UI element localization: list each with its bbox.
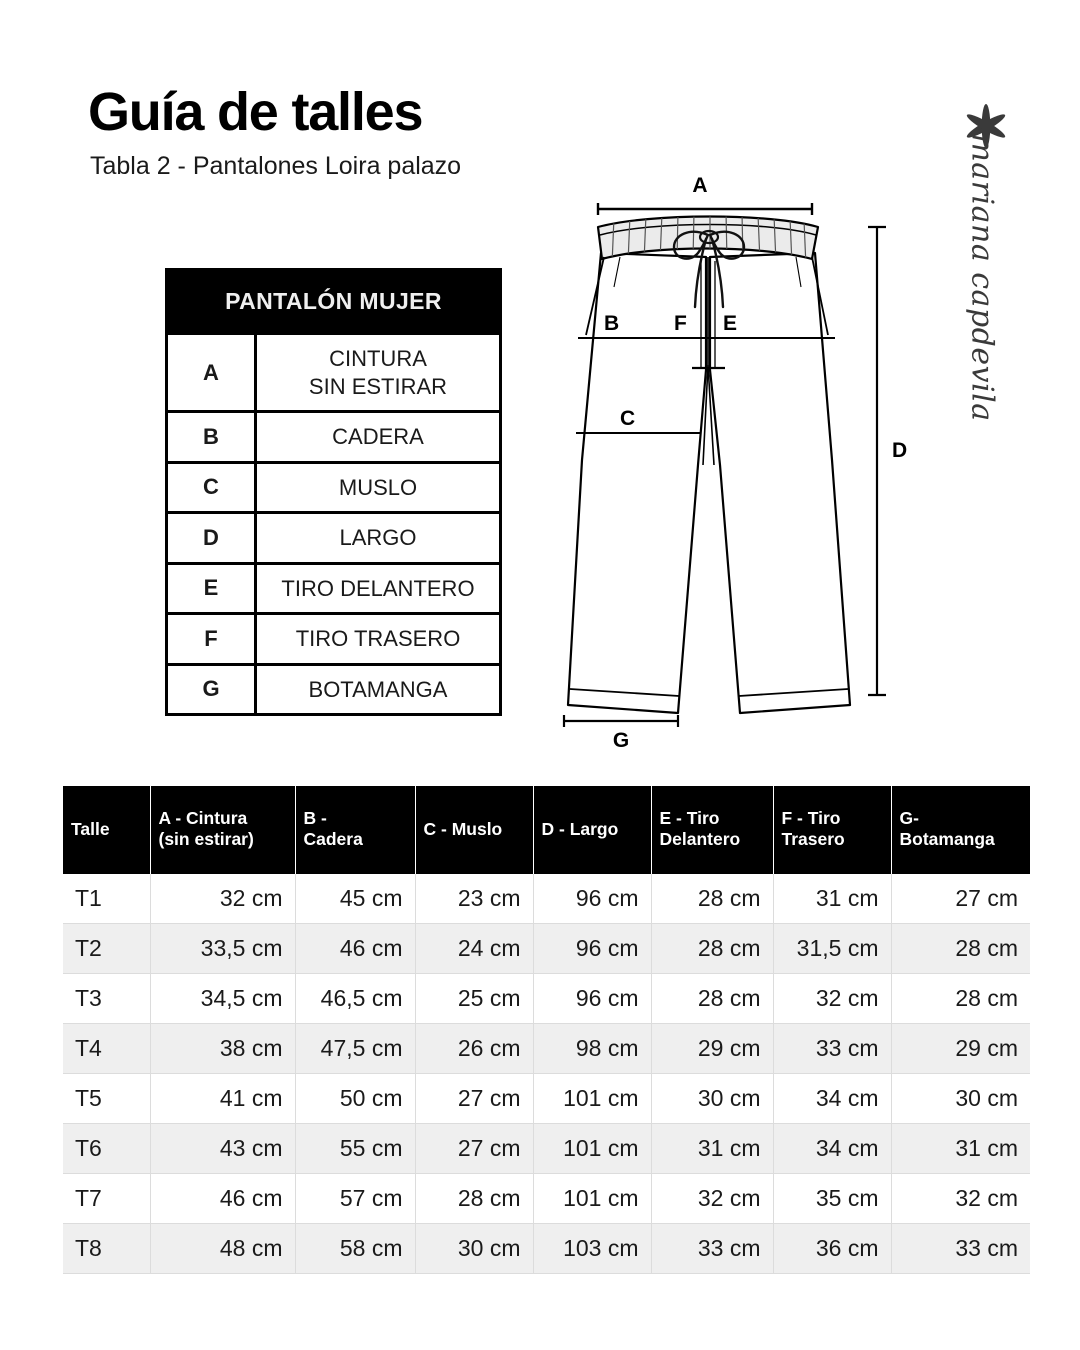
palazzo-pants-technical-drawing: [540, 165, 940, 755]
dimension-line-d: [868, 227, 886, 695]
legend-row-a: [167, 334, 501, 412]
cell-measurement: 57 cm: [295, 1174, 415, 1224]
dimension-line-g: [564, 715, 678, 727]
cell-measurement: 30 cm: [651, 1074, 773, 1124]
cell-measurement: 36 cm: [773, 1224, 891, 1274]
cell-measurement: 30 cm: [415, 1224, 533, 1274]
cell-measurement: 28 cm: [651, 974, 773, 1024]
cell-measurement: 27 cm: [415, 1074, 533, 1124]
legend-key-f: F: [167, 614, 256, 665]
cell-talle: T7: [63, 1174, 150, 1224]
cell-measurement: 101 cm: [533, 1074, 651, 1124]
column-header-tiro-trasero: F - Tiro Trasero: [773, 786, 891, 874]
cell-measurement: 29 cm: [891, 1024, 1030, 1074]
dimension-label-a: A: [692, 174, 708, 197]
measurement-table: [63, 786, 1030, 1274]
cell-measurement: 32 cm: [891, 1174, 1030, 1224]
cell-measurement: 32 cm: [651, 1174, 773, 1224]
table-row: [63, 1074, 1030, 1124]
legend-key-e: E: [167, 563, 256, 614]
cell-measurement: 28 cm: [651, 874, 773, 924]
cell-measurement: 41 cm: [150, 1074, 295, 1124]
table-row: [63, 974, 1030, 1024]
cell-measurement: 55 cm: [295, 1124, 415, 1174]
cell-measurement: 23 cm: [415, 874, 533, 924]
cell-talle: T2: [63, 924, 150, 974]
legend-key-c: C: [167, 462, 256, 513]
cell-measurement: 34 cm: [773, 1124, 891, 1174]
cell-measurement: 28 cm: [891, 924, 1030, 974]
table-row: [63, 1024, 1030, 1074]
legend-row-g: [167, 664, 501, 715]
legend-label-c: MUSLO: [256, 462, 501, 513]
brand-logo: [930, 92, 1050, 512]
cell-measurement: 50 cm: [295, 1074, 415, 1124]
dimension-line-a: [598, 203, 812, 215]
legend-row-e: [167, 563, 501, 614]
legend-table-title: PANTALÓN MUJER: [167, 270, 501, 334]
cell-measurement: 96 cm: [533, 974, 651, 1024]
cell-measurement: 58 cm: [295, 1224, 415, 1274]
legend-row-b: [167, 412, 501, 463]
legend-row-d: [167, 513, 501, 564]
dimension-label-f: F: [674, 312, 687, 335]
column-header-botamanga: G- Botamanga: [891, 786, 1030, 874]
legend-label-e: TIRO DELANTERO: [256, 563, 501, 614]
cell-measurement: 28 cm: [651, 924, 773, 974]
cell-talle: T6: [63, 1124, 150, 1174]
cell-measurement: 25 cm: [415, 974, 533, 1024]
cell-measurement: 32 cm: [773, 974, 891, 1024]
cell-measurement: 31,5 cm: [773, 924, 891, 974]
cell-measurement: 30 cm: [891, 1074, 1030, 1124]
cell-talle: T5: [63, 1074, 150, 1124]
column-header-largo: D - Largo: [533, 786, 651, 874]
cell-measurement: 46,5 cm: [295, 974, 415, 1024]
legend-label-a-line1: CINTURA: [329, 346, 427, 371]
cell-measurement: 96 cm: [533, 924, 651, 974]
cell-measurement: 34 cm: [773, 1074, 891, 1124]
dimension-label-d: D: [892, 439, 908, 462]
cell-measurement: 27 cm: [891, 874, 1030, 924]
cell-measurement: 47,5 cm: [295, 1024, 415, 1074]
column-header-muslo: C - Muslo: [415, 786, 533, 874]
cell-measurement: 34,5 cm: [150, 974, 295, 1024]
legend-key-d: D: [167, 513, 256, 564]
cell-measurement: 33 cm: [773, 1024, 891, 1074]
cell-measurement: 29 cm: [651, 1024, 773, 1074]
cell-measurement: 28 cm: [891, 974, 1030, 1024]
cell-talle: T8: [63, 1224, 150, 1274]
measurement-table-header-row: [63, 786, 1030, 874]
legend-key-b: B: [167, 412, 256, 463]
cell-measurement: 96 cm: [533, 874, 651, 924]
legend-label-b: CADERA: [256, 412, 501, 463]
legend-key-a: A: [167, 334, 256, 412]
legend-label-f: TIRO TRASERO: [256, 614, 501, 665]
table-row: [63, 1124, 1030, 1174]
cell-measurement: 38 cm: [150, 1024, 295, 1074]
cell-measurement: 101 cm: [533, 1174, 651, 1224]
cell-talle: T3: [63, 974, 150, 1024]
legend-table-header-row: [167, 270, 501, 334]
cell-measurement: 45 cm: [295, 874, 415, 924]
legend-label-a-line2: SIN ESTIRAR: [308, 373, 448, 399]
legend-label-d: LARGO: [256, 513, 501, 564]
column-header-cadera: B - Cadera: [295, 786, 415, 874]
cell-measurement: 33 cm: [651, 1224, 773, 1274]
cell-measurement: 31 cm: [773, 874, 891, 924]
brand-name: mariana capdevila: [964, 133, 1000, 422]
cell-measurement: 103 cm: [533, 1224, 651, 1274]
cell-measurement: 33,5 cm: [150, 924, 295, 974]
cell-measurement: 98 cm: [533, 1024, 651, 1074]
cell-measurement: 31 cm: [891, 1124, 1030, 1174]
legend-label-g: BOTAMANGA: [256, 664, 501, 715]
page-title: Guía de talles: [88, 82, 423, 142]
cell-measurement: 43 cm: [150, 1124, 295, 1174]
cell-measurement: 33 cm: [891, 1224, 1030, 1274]
table-row: [63, 924, 1030, 974]
table-row: [63, 874, 1030, 924]
dimension-label-b: B: [604, 312, 620, 335]
cell-measurement: 28 cm: [415, 1174, 533, 1224]
cell-measurement: 26 cm: [415, 1024, 533, 1074]
cell-measurement: 24 cm: [415, 924, 533, 974]
cell-measurement: 31 cm: [651, 1124, 773, 1174]
table-row: [63, 1224, 1030, 1274]
legend-row-c: [167, 462, 501, 513]
column-header-tiro-delantero: E - Tiro Delantero: [651, 786, 773, 874]
legend-key-g: G: [167, 664, 256, 715]
dimension-label-e: E: [723, 312, 738, 335]
legend-row-f: [167, 614, 501, 665]
cell-measurement: 35 cm: [773, 1174, 891, 1224]
dimension-label-c: C: [620, 407, 636, 430]
table-row: [63, 1174, 1030, 1224]
cell-talle: T4: [63, 1024, 150, 1074]
page-subtitle: Tabla 2 - Pantalones Loira palazo: [90, 152, 462, 180]
cell-talle: T1: [63, 874, 150, 924]
legend-table: [165, 268, 502, 716]
cell-measurement: 32 cm: [150, 874, 295, 924]
cell-measurement: 101 cm: [533, 1124, 651, 1174]
column-header-cintura: A - Cintura (sin estirar): [150, 786, 295, 874]
cell-measurement: 46 cm: [295, 924, 415, 974]
cell-measurement: 27 cm: [415, 1124, 533, 1174]
dimension-label-g: G: [612, 729, 630, 752]
column-header-talle: Talle: [63, 786, 150, 874]
legend-label-a: [256, 334, 501, 412]
cell-measurement: 46 cm: [150, 1174, 295, 1224]
cell-measurement: 48 cm: [150, 1224, 295, 1274]
